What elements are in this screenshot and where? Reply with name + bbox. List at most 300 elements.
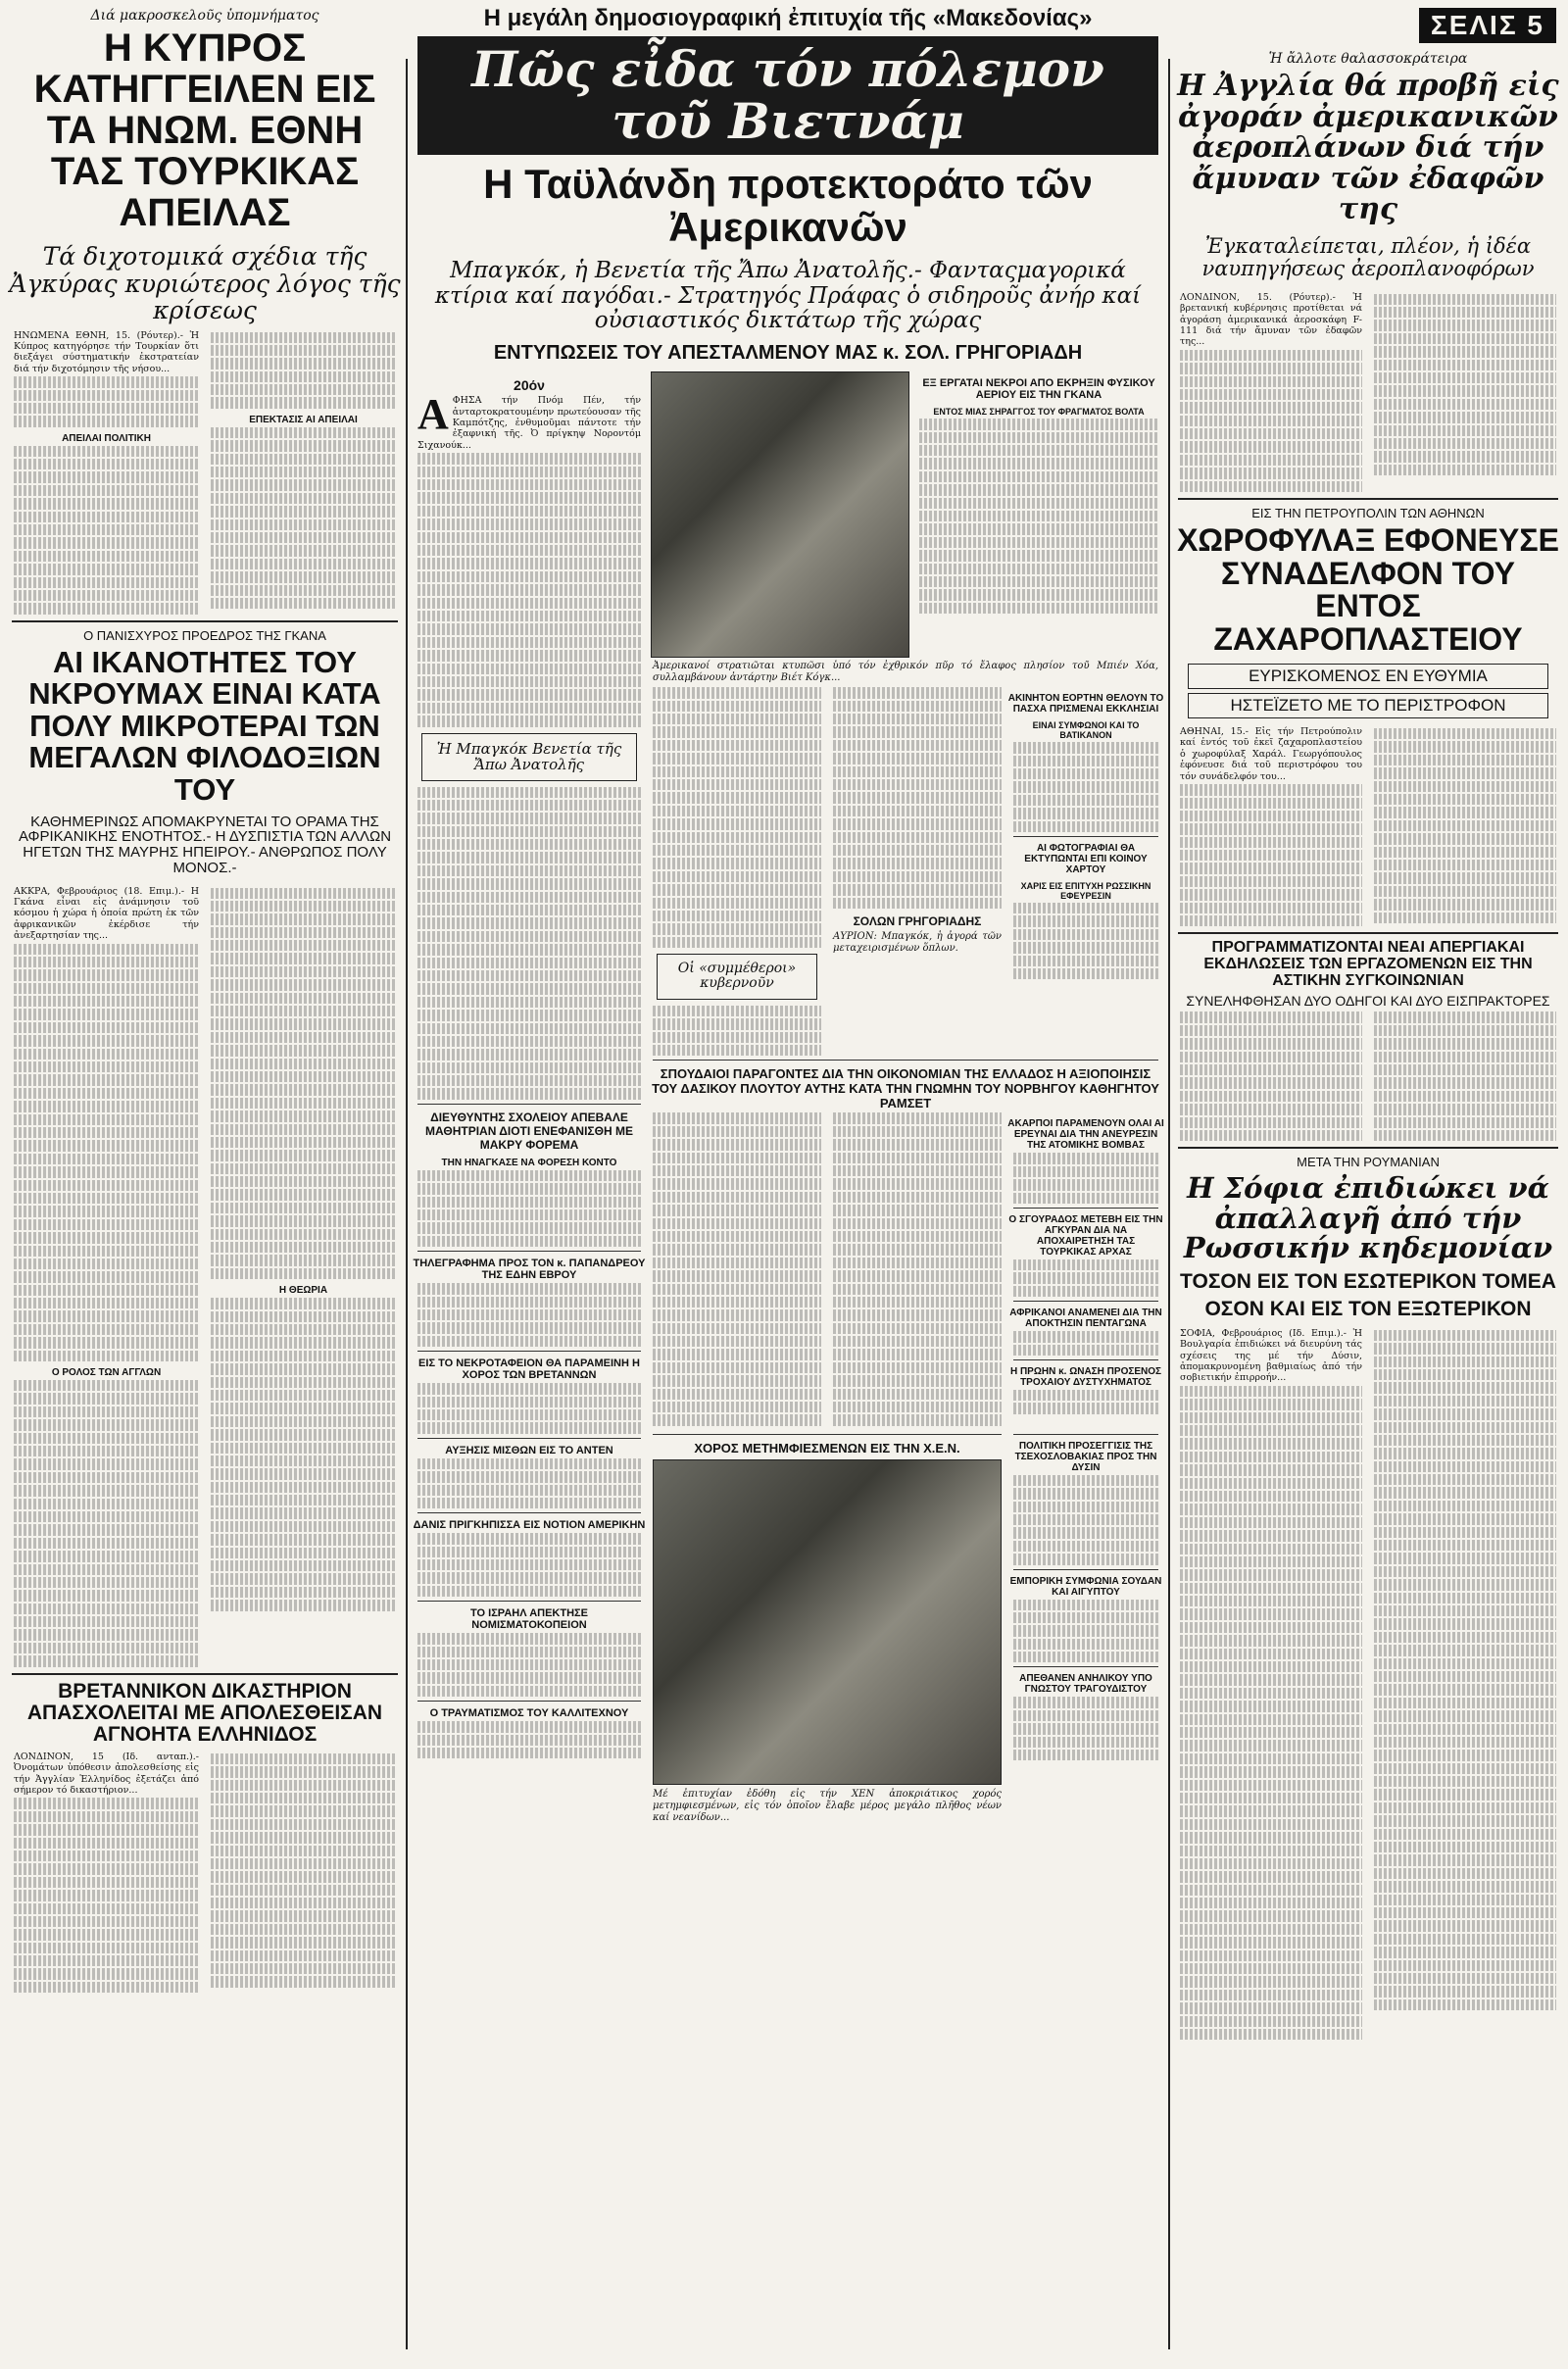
text-line xyxy=(1374,1501,1556,1511)
text-line xyxy=(211,427,396,438)
text-line xyxy=(417,1686,641,1697)
text-line xyxy=(1180,1976,1362,1987)
text-line xyxy=(833,1139,1002,1150)
text-line xyxy=(417,1075,641,1086)
text-line xyxy=(417,983,641,994)
text-line xyxy=(833,1349,1002,1359)
text-line xyxy=(211,993,396,1004)
text-line xyxy=(1180,1885,1362,1896)
text-line xyxy=(1374,820,1556,831)
text-line xyxy=(1013,1259,1158,1270)
text-line xyxy=(1180,1753,1362,1764)
text-line xyxy=(1180,1583,1362,1594)
text-line xyxy=(211,966,396,977)
text-line xyxy=(211,1337,396,1348)
text-line xyxy=(211,1351,396,1361)
text-line xyxy=(14,1577,199,1588)
thailand-headline: Η Ταϋλάνδη προτεκτοράτο τῶν Ἀμερικανῶν xyxy=(483,161,1093,251)
text-line xyxy=(1180,2002,1362,2013)
text-line xyxy=(14,1982,199,1993)
text-line xyxy=(919,432,1158,443)
divider xyxy=(653,1060,1158,1061)
text-line xyxy=(653,1205,821,1215)
text-line xyxy=(211,598,396,609)
text-line xyxy=(1013,756,1158,766)
divider xyxy=(1013,1666,1158,1667)
text-line xyxy=(14,1538,199,1549)
text-line xyxy=(1374,451,1556,462)
text-line xyxy=(1013,1403,1158,1413)
text-line xyxy=(14,1643,199,1653)
text-line xyxy=(833,1231,1002,1242)
text-line xyxy=(1180,389,1362,400)
text-line xyxy=(1013,1272,1158,1283)
text-line xyxy=(14,1193,199,1204)
text-line xyxy=(211,1255,396,1265)
tomorrow-note: ΑΥΡΙΟΝ: Μπαγκόκ, ἡ ἀγορά τῶν μεταχειρισμένων ὅπλων. xyxy=(833,930,1002,954)
text-line xyxy=(1374,1947,1556,1957)
text-line xyxy=(417,917,641,928)
text-line xyxy=(1374,1343,1556,1354)
text-line xyxy=(211,913,396,924)
text-line xyxy=(211,1832,396,1843)
text-line xyxy=(1374,1474,1556,1485)
text-line xyxy=(1374,399,1556,410)
text-line xyxy=(211,1311,396,1322)
text-line xyxy=(211,1548,396,1558)
text-line xyxy=(1180,1963,1362,1974)
text-line xyxy=(1180,441,1362,452)
text-line xyxy=(211,519,396,530)
ghana-headline: ΑΙ ΙΚΑΝΟΤΗΤΕΣ ΤΟΥ ΝΚΡΟΥΜΑΧ ΕΙΝΑΙ ΚΑΤΑ ΠΟΛΥ ΜΙΚΡΟΤΕΡΑΙ ΤΩΝ ΜΕΓΑΛΩΝ ΦΙΛΟΔΟΞΙΩΝ ΤΟΥ xyxy=(28,644,381,807)
text-line xyxy=(1180,1649,1362,1659)
text-line xyxy=(919,445,1158,456)
cyprus-subhead: Τά διχοτομικά σχέδια τῆς Ἀγκύρας κυριώτερος λόγος τῆς κρίσεως xyxy=(9,242,401,324)
text-line xyxy=(211,1071,396,1082)
british-court-lead: ΛΟΝΔΙΝΟΝ, 15 (Ιδ. ανταπ.).- Ὀνομάτων ὑπόθεσιν ἀπολεσθείσης εἰς τήν Ἀγγλίαν Ἑλληνίδος ἐξετάζει ἀπό σήμερον τό δικαστήριον... xyxy=(14,1751,199,1796)
text-line xyxy=(211,940,396,951)
text-line xyxy=(14,1022,199,1033)
text-line xyxy=(1374,1684,1556,1695)
text-line xyxy=(211,397,396,408)
text-line xyxy=(833,1309,1002,1320)
text-line xyxy=(1374,1408,1556,1419)
text-line xyxy=(1374,294,1556,305)
text-line xyxy=(14,1114,199,1125)
text-line xyxy=(1013,742,1158,753)
text-line xyxy=(14,1074,199,1085)
text-line xyxy=(653,753,821,764)
text-line xyxy=(417,703,641,714)
text-line xyxy=(1180,1064,1362,1075)
text-line xyxy=(653,911,821,921)
text-line xyxy=(653,687,821,698)
text-line xyxy=(919,523,1158,534)
text-line xyxy=(417,1322,641,1333)
text-line xyxy=(211,1805,396,1816)
text-line xyxy=(417,532,641,543)
text-line xyxy=(1180,1464,1362,1475)
text-line xyxy=(1374,1077,1556,1088)
text-line xyxy=(211,1521,396,1532)
text-line xyxy=(14,1419,199,1430)
text-line xyxy=(1180,863,1362,873)
text-line xyxy=(14,1088,199,1099)
text-line xyxy=(417,1735,641,1746)
text-line xyxy=(1180,1793,1362,1803)
text-line xyxy=(14,485,199,496)
text-line xyxy=(14,1271,199,1282)
students-title: ΔΙΕΥΘΥΝΤΗΣ ΣΧΟΛΕΙΟΥ ΑΠΕΒΑΛΕ ΜΑΘΗΤΡΙΑΝ ΔΙΟΤΙ ΕΝΕΦΑΝΙΣΘΗ ΜΕ ΜΑΚΡΥ ΦΟΡΕΜΑ xyxy=(425,1110,633,1152)
text-line xyxy=(14,1943,199,1953)
text-line xyxy=(1180,1104,1362,1114)
thailand-lead: ΦΗΣΑ τήν Πνόμ Πέν, τήν ἀνταρτοκρατουμένην πρωτεύουσαν τῆς Καμπότζης, ἐνθυμοῦμαι πάντοτε τήν ἐξαφνική τῆς. Ὀ πρίγκηψ Νοροντόμ Σιχανούκ... xyxy=(417,395,641,451)
text-line xyxy=(14,537,199,548)
text-line xyxy=(1374,1960,1556,1971)
text-line xyxy=(1180,1805,1362,1816)
text-line xyxy=(1374,1934,1556,1945)
text-line xyxy=(211,1950,396,1961)
text-line xyxy=(1374,1012,1556,1022)
text-line xyxy=(211,467,396,477)
drop-cap: Α xyxy=(417,390,449,439)
text-line xyxy=(14,1433,199,1444)
text-line xyxy=(417,650,641,661)
text-line xyxy=(1374,320,1556,330)
text-line xyxy=(1180,1871,1362,1882)
divider xyxy=(1178,498,1558,500)
athens-kicker: ΕΙΣ ΤΗΝ ΠΕΤΡΟΥΠΟΛΙΝ ΤΩΝ ΑΘΗΝΩΝ xyxy=(1251,506,1485,521)
text-line xyxy=(14,1298,199,1308)
text-line xyxy=(1013,1554,1158,1564)
text-line xyxy=(1180,1780,1362,1791)
text-line xyxy=(1180,1491,1362,1502)
divider xyxy=(1178,932,1558,934)
text-line xyxy=(211,371,396,382)
text-line xyxy=(1013,903,1158,913)
text-line xyxy=(1374,1461,1556,1472)
text-line xyxy=(211,1390,396,1401)
text-line xyxy=(1374,1710,1556,1721)
text-line xyxy=(211,332,396,343)
text-line xyxy=(211,1573,396,1584)
text-line xyxy=(1180,1399,1362,1409)
text-line xyxy=(653,1139,821,1150)
text-line xyxy=(14,1968,199,1979)
cyprus-headline: Η ΚΥΠΡΟΣ ΚΑΤΗΓΓΕΙΛΕΝ ΕΙΣ ΤΑ ΗΝΩΜ. ΕΘΝΗ ΤΑΣ ΤΟΥΡΚΙΚΑΣ ΑΠΕΙΛΑΣ xyxy=(33,26,376,234)
text-line xyxy=(211,1203,396,1213)
text-line xyxy=(653,1336,821,1347)
text-line xyxy=(417,1586,641,1597)
section-heading: ΕΠΕΚΤΑΣΙΣ ΑΙ ΑΠΕΙΛΑΙ xyxy=(249,414,358,425)
text-line xyxy=(417,800,641,811)
text-line xyxy=(1374,1091,1556,1102)
text-line xyxy=(1180,1596,1362,1606)
page-number-label: ΣΕΛΙΣ 5 xyxy=(1419,8,1556,43)
text-line xyxy=(1374,1540,1556,1551)
text-line xyxy=(1180,1012,1362,1022)
text-line xyxy=(211,1032,396,1043)
text-line xyxy=(1180,1608,1362,1619)
boxed-title xyxy=(1188,664,1548,689)
sofia-sub2: ΟΣΟΝ ΚΑΙ ΕΙΣ ΤΟΝ ΕΞΩΤΕΡΙΚΟΝ xyxy=(1204,1297,1532,1320)
text-line xyxy=(1374,1802,1556,1813)
text-line xyxy=(14,1324,199,1335)
text-line xyxy=(653,1231,821,1242)
dance-title: ΕΙΣ ΤΟ ΝΕΚΡΟΤΑΦΕΙΟΝ ΘΑ ΠΑΡΑΜΕΙΝΗ Η ΧΟΡΟΣ ΤΩΝ ΒΡΕΤΑΝΝΩΝ xyxy=(418,1357,640,1382)
text-line xyxy=(653,1297,821,1308)
text-line xyxy=(919,564,1158,574)
text-line xyxy=(14,390,199,401)
gendarme-sub1: ΕΥΡΙΣΚΟΜΕΝΟΣ ΕΝ ΕΥΘΥΜΙΑ xyxy=(1249,666,1488,686)
text-line xyxy=(653,1126,821,1137)
thailand-subhead: Μπαγκόκ, ἡ Βενετία τῆς Ἄπω Ἀνατολῆς.- Φανταςμαγορικά κτίρια καί παγόδαι.- Στρατηγός Πράφας ὁ σιδηροῦς ἀνήρ καί οὐσιαστικός δικτάτωρ τῆς χώρας xyxy=(434,258,1142,333)
text-line xyxy=(14,1955,199,1966)
text-line xyxy=(211,454,396,465)
text-line xyxy=(1374,1671,1556,1682)
text-line xyxy=(653,1018,821,1029)
text-line xyxy=(919,484,1158,495)
text-line xyxy=(1374,1593,1556,1604)
text-line xyxy=(417,1471,641,1482)
text-line xyxy=(1180,1950,1362,1961)
text-line xyxy=(211,1600,396,1610)
text-line xyxy=(1180,1130,1362,1141)
text-line xyxy=(1013,1600,1158,1610)
text-line xyxy=(14,1590,199,1601)
text-line xyxy=(1180,1714,1362,1725)
text-line xyxy=(1374,1999,1556,2010)
text-line xyxy=(1374,755,1556,765)
text-line xyxy=(211,1753,396,1764)
text-line xyxy=(417,826,641,837)
sofia-sub1: ΤΟΣΟΝ ΕΙΣ ΤΟΝ ΕΣΩΤΕΡΙΚΟΝ ΤΟΜΕΑ xyxy=(1180,1269,1556,1293)
text-line xyxy=(833,832,1002,843)
text-line xyxy=(1013,1750,1158,1760)
text-line xyxy=(833,753,1002,764)
text-line xyxy=(14,403,199,414)
students-subtitle: ΤΗΝ ΗΝΑΓΚΑΣΕ ΝΑ ΦΟΡΕΣΗ ΚΟΝΤΟ xyxy=(441,1157,617,1168)
text-line xyxy=(211,901,396,912)
text-line xyxy=(14,1811,199,1822)
text-line xyxy=(417,1010,641,1020)
text-line xyxy=(1013,1475,1158,1486)
text-line xyxy=(14,1472,199,1483)
ghana-lead: ΑΚΚΡΑ, Φεβρουάριος (18. Επιμ.).- Η Γκάνα εἶναι εἰς ἀνάμνησιν τοῦ κόσμου ἡ χώρα ἡ ὁποία πρώτη ἐκ τῶν ἀφρικανικῶν ἐκέρδισε τήν ἀνεξαρτησίαν της... xyxy=(14,885,199,942)
text-line xyxy=(417,1222,641,1233)
text-line xyxy=(14,446,199,457)
text-line xyxy=(1374,781,1556,792)
text-line xyxy=(919,511,1158,521)
text-line xyxy=(1374,372,1556,383)
text-line xyxy=(417,813,641,823)
text-line xyxy=(14,1009,199,1019)
text-line xyxy=(211,1018,396,1029)
text-line xyxy=(833,1192,1002,1203)
text-line xyxy=(211,1963,396,1974)
text-line xyxy=(653,766,821,777)
text-line xyxy=(1180,481,1362,492)
text-line xyxy=(1013,1179,1158,1190)
text-line xyxy=(1374,1750,1556,1760)
text-line xyxy=(1180,1517,1362,1528)
divider xyxy=(1013,1301,1158,1302)
text-line xyxy=(211,1242,396,1253)
text-line xyxy=(211,1163,396,1174)
text-line xyxy=(417,787,641,798)
text-line xyxy=(14,1485,199,1496)
text-line xyxy=(1374,1330,1556,1341)
text-line xyxy=(14,1219,199,1230)
allies-title: Οἱ «συμμέθεροι» κυβερνοῦν xyxy=(677,961,797,992)
text-line xyxy=(14,1101,199,1111)
salary-title: ΑΥΞΗΣΙΣ ΜΙΣΘΩΝ ΕΙΣ ΤΟ ΑΝΤΕΝ xyxy=(445,1444,613,1456)
text-line xyxy=(1374,307,1556,318)
text-line xyxy=(1013,1652,1158,1662)
text-line xyxy=(1374,1396,1556,1407)
text-line xyxy=(1374,728,1556,739)
text-line xyxy=(417,878,641,889)
divider xyxy=(12,620,398,622)
impressions-line: ΕΝΤΥΠΩΣΕΙΣ ΤΟΥ ΑΠΕΣΤΑΛΜΕΝΟΥ ΜΑΣ κ. ΣΟΛ. ΓΡΗΓΟΡΙΑΔΗ xyxy=(493,342,1083,365)
text-line xyxy=(211,1098,396,1109)
text-line xyxy=(1374,385,1556,396)
text-line xyxy=(14,996,199,1007)
text-line xyxy=(1374,1422,1556,1433)
bomb-title: ΑΚΑΡΠΟΙ ΠΑΡΑΜΕΝΟΥΝ ΟΛΑΙ ΑΙ ΕΡΕΥΝΑΙ ΔΙΑ ΤΗΝ ΑΝΕΥΡΕΣΙΝ ΤΗΣ ΑΤΟΜΙΚΗΣ ΒΟΜΒΑΣ xyxy=(1007,1118,1164,1152)
text-line xyxy=(833,1205,1002,1215)
text-line xyxy=(14,1824,199,1835)
text-line xyxy=(417,1633,641,1644)
text-line xyxy=(1374,886,1556,897)
czech-title: ΠΟΛΙΤΙΚΗ ΠΡΟΣΕΓΓΙΣΙΣ ΤΗΣ ΤΣΕΧΟΣΛΟΒΑΚΙΑΣ ΠΡΟΣ ΤΗΝ ΔΥΣΙΝ xyxy=(1014,1440,1157,1473)
text-line xyxy=(1374,1658,1556,1669)
text-line xyxy=(14,1166,199,1177)
uk-kicker: Ἡ ἄλλοτε θαλασσοκράτειρα xyxy=(1268,51,1468,67)
text-line xyxy=(14,1061,199,1072)
text-line xyxy=(833,1218,1002,1229)
text-line xyxy=(417,611,641,621)
telegram-title: ΤΗΛΕΓΡΑΦΗΜΑ ΠΡΟΣ ΤΟΝ κ. ΠΑΠΑΝΔΡΕΟΥ ΤΗΣ ΕΔΗΝ ΕΒΡΟΥ xyxy=(413,1258,646,1282)
text-line xyxy=(211,1560,396,1571)
text-line xyxy=(417,1236,641,1247)
text-line xyxy=(14,512,199,522)
text-line xyxy=(417,1036,641,1047)
text-line xyxy=(1013,1488,1158,1499)
article-kicker: Διά μακροσκελοῦς ὑπομνήματος xyxy=(90,8,319,24)
divider xyxy=(417,1701,641,1702)
venice-title: Ἡ Μπαγκόκ Βενετία τῆς Ἄπω Ἀνατολῆς xyxy=(436,739,622,773)
text-line xyxy=(417,1197,641,1208)
text-line xyxy=(14,1232,199,1243)
wounded-title: Ο ΤΡΑΥΜΑΤΙΣΜΟΣ ΤΟΥ ΚΑΛΛΙΤΕΧΝΟΥ xyxy=(429,1707,629,1720)
text-line xyxy=(1180,1910,1362,1921)
text-line xyxy=(1180,1701,1362,1711)
text-line xyxy=(417,545,641,556)
text-line xyxy=(211,1176,396,1187)
text-line xyxy=(833,806,1002,816)
text-line xyxy=(1013,768,1158,779)
text-line xyxy=(833,1126,1002,1137)
text-line xyxy=(653,1349,821,1359)
text-line xyxy=(417,970,641,981)
text-line xyxy=(14,1206,199,1216)
text-line xyxy=(833,1402,1002,1412)
text-line xyxy=(653,1244,821,1255)
text-line xyxy=(1374,1357,1556,1367)
photocopy-subtitle: ΧΑΡΙΣ ΕΙΣ ΕΠΙΤΥΧΗ ΡΩΣΣΙΚΗΝ ΕΦΕΥΡΕΣΙΝ xyxy=(1020,881,1152,901)
text-line xyxy=(653,1032,821,1043)
text-line xyxy=(833,1284,1002,1295)
text-line xyxy=(417,931,641,942)
text-line xyxy=(833,714,1002,724)
text-line xyxy=(211,1110,396,1121)
text-line xyxy=(417,558,641,568)
text-line xyxy=(1180,2016,1362,2027)
text-line xyxy=(417,1485,641,1496)
text-line xyxy=(417,492,641,503)
text-line xyxy=(1013,1166,1158,1177)
text-line xyxy=(14,1446,199,1456)
text-line xyxy=(1374,425,1556,436)
text-line xyxy=(1013,1737,1158,1748)
onassis-title: Η ΠΡΩΗΝ κ. ΩΝΑΣΗ ΠΡΟΣΕΝΟΣ ΤΡΟΧΑΙΟΥ ΔΥΣΤΥΧΗΜΑΤΟΣ xyxy=(1009,1365,1162,1388)
uk-headline: Η Ἀγγλία θά προβῆ εἰς ἀγοράν ἀμερικανικῶν ἀεροπλάνων διά τήν ἄμυναν τῶν ἐδαφῶν της xyxy=(1177,69,1559,226)
text-line xyxy=(211,1871,396,1882)
text-line xyxy=(211,1482,396,1493)
text-line xyxy=(14,1458,199,1469)
text-line xyxy=(1374,1698,1556,1708)
right-column xyxy=(1174,0,1562,2369)
text-line xyxy=(417,1458,641,1469)
romania-kicker: ΜΕΤΑ ΤΗΝ ΡΟΥΜΑΝΙΑΝ xyxy=(1297,1155,1440,1170)
divider xyxy=(1013,1569,1158,1570)
text-line xyxy=(1180,1504,1362,1514)
text-line xyxy=(211,927,396,938)
text-line xyxy=(211,1976,396,1987)
text-line xyxy=(1180,1635,1362,1646)
text-line xyxy=(1180,1924,1362,1935)
text-line xyxy=(417,453,641,464)
text-line xyxy=(653,1402,821,1412)
text-line xyxy=(833,1165,1002,1176)
text-line xyxy=(14,1851,199,1861)
text-line xyxy=(417,571,641,582)
text-line xyxy=(1180,1766,1362,1777)
text-line xyxy=(14,1903,199,1914)
text-line xyxy=(417,1183,641,1194)
text-line xyxy=(417,1336,641,1347)
text-line xyxy=(1013,1527,1158,1538)
text-line xyxy=(211,1150,396,1160)
cyprus-lead: ΗΝΩΜΕΝΑ ΕΘΝΗ, 15. (Ρόυτερ).- Ἡ Κύπρος κατηγόρησε τήν Τουρκίαν ὅτι διεξάγει σύστηματικήν ἐκστρατείαν διά τήν διχοτόμησιν τῆς νήσου... xyxy=(14,329,199,374)
text-line xyxy=(1374,1435,1556,1446)
text-line xyxy=(1180,1038,1362,1049)
text-line xyxy=(211,506,396,517)
text-line xyxy=(1180,2029,1362,2040)
text-line xyxy=(653,1045,821,1056)
text-line xyxy=(1013,956,1158,966)
text-line xyxy=(211,1124,396,1135)
text-line xyxy=(417,1647,641,1657)
text-line xyxy=(417,1409,641,1420)
text-line xyxy=(833,766,1002,777)
text-line xyxy=(833,871,1002,882)
text-line xyxy=(1180,1569,1362,1580)
africans-title: ΑΦΡΙΚΑΝΟΙ ΑΝΑΜΕΝΕΙ ΔΙΑ ΤΗΝ ΑΠΟΚΤΗΣΙΝ ΠΕΝΤΑΓΩΝΑ xyxy=(1009,1308,1162,1330)
ghana-workers-title: ΕΞ ΕΡΓΑΤΑΙ ΝΕΚΡΟΙ ΑΠΟ ΕΚΡΗΞΙΝ ΦΥΣΙΚΟΥ ΑΕΡΙΟΥ ΕΙΣ ΤΗΝ ΓΚΑΝΑ xyxy=(922,377,1155,402)
text-line xyxy=(1013,1153,1158,1163)
